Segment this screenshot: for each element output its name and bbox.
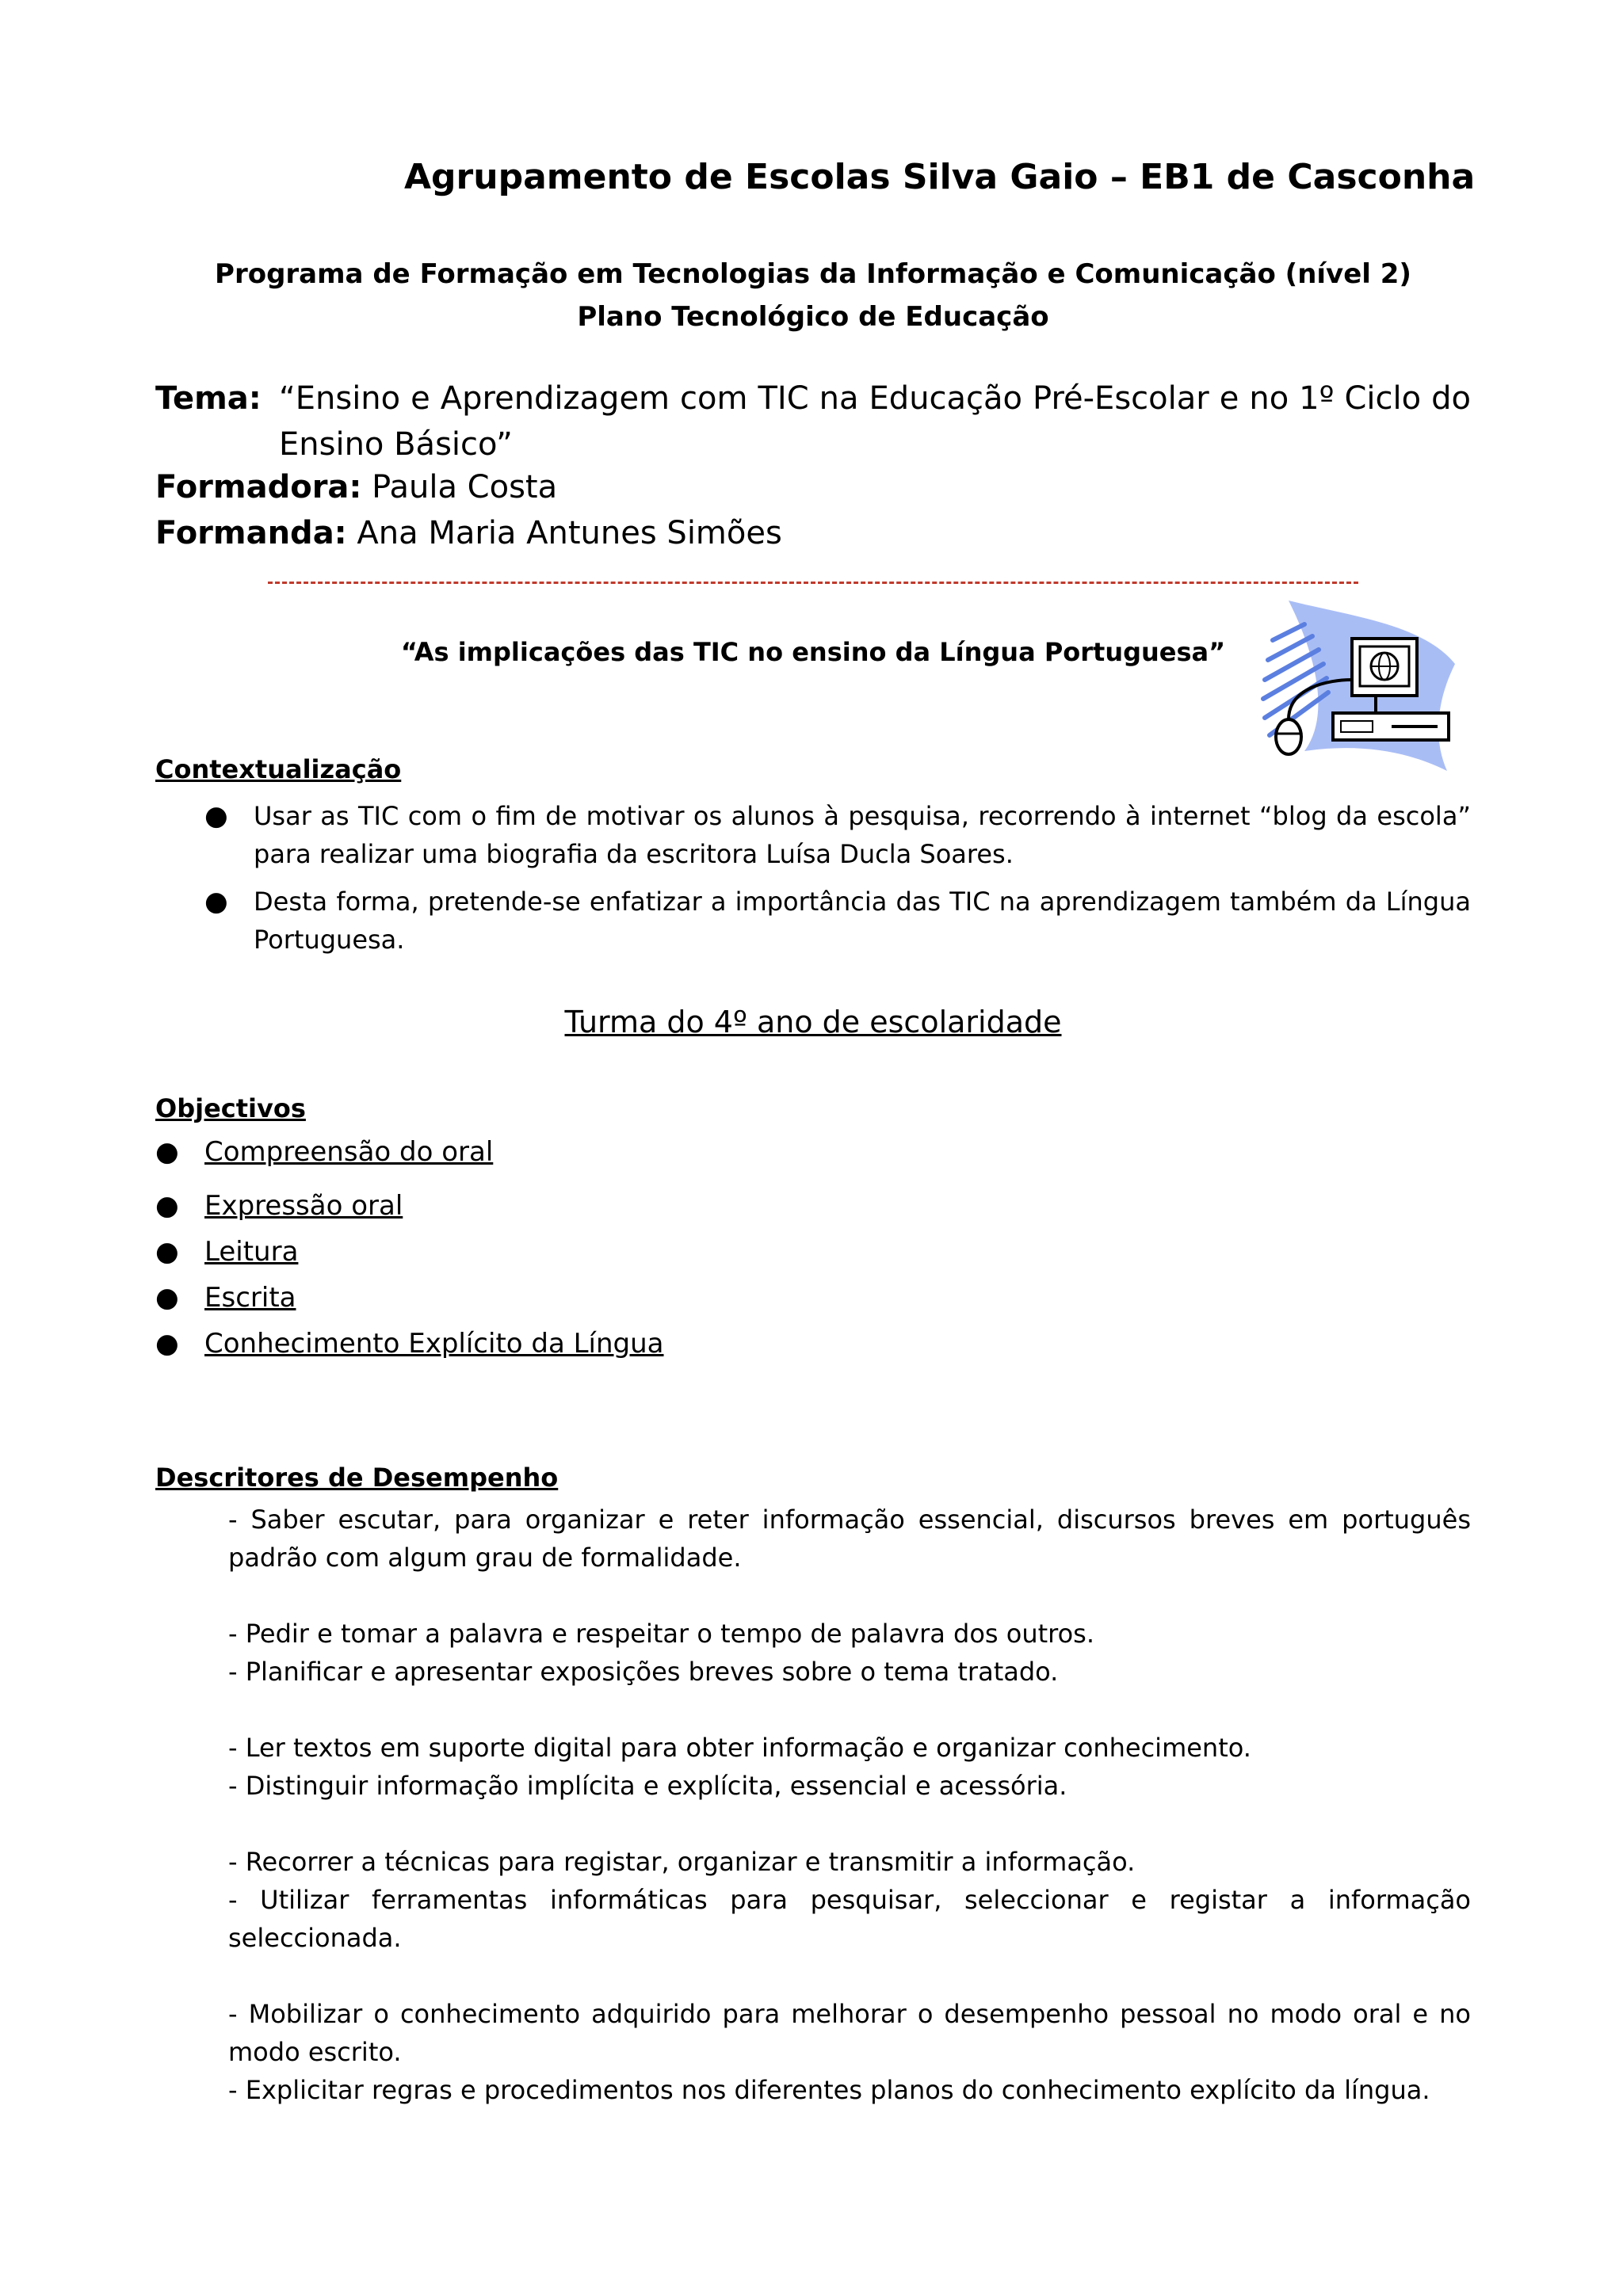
tema-block bbox=[155, 376, 1471, 467]
contextualizacao-list bbox=[204, 797, 1471, 959]
descriptor-line: - Pedir e tomar a palavra e respeitar o tempo de palavra dos outros. bbox=[228, 1619, 1095, 1649]
spacer bbox=[228, 1577, 1471, 1615]
descriptor-line: - Saber escutar, para organizar e reter informação essencial, discursos breves em português padrão com algum grau de formalidade. bbox=[228, 1505, 1471, 1573]
contextualizacao-heading: Contextualização bbox=[155, 754, 402, 784]
plan-title: Plano Tecnológico de Educação bbox=[577, 301, 1049, 333]
program-title: Programa de Formação em Tecnologias da Informação e Comunicação (nível 2) bbox=[215, 258, 1411, 290]
descriptor-line: - Explicitar regras e procedimentos nos diferentes planos do conhecimento explícito da língua. bbox=[228, 2075, 1430, 2105]
list-item bbox=[155, 1236, 298, 1268]
bullet-icon: ● bbox=[204, 886, 228, 917]
formadora-line bbox=[155, 469, 557, 505]
bullet-icon: ● bbox=[204, 800, 228, 832]
spacer bbox=[228, 1805, 1471, 1843]
descriptor-line: - Utilizar ferramentas informáticas para pesquisar, seleccionar e registar a informação seleccionada. bbox=[228, 1885, 1471, 1953]
list-item bbox=[155, 1136, 493, 1168]
spacer bbox=[228, 1957, 1471, 1995]
dashed-divider bbox=[268, 582, 1358, 584]
list-item bbox=[204, 883, 1471, 959]
descriptor-line: - Planificar e apresentar exposições breves sobre o tema tratado. bbox=[228, 1657, 1059, 1687]
list-item-text: Compreensão do oral bbox=[204, 1136, 494, 1168]
tema-label: Tema: bbox=[155, 380, 262, 417]
list-item-text: Escrita bbox=[204, 1282, 296, 1314]
descritores-heading: Descritores de Desempenho bbox=[155, 1463, 559, 1493]
list-item bbox=[204, 797, 1471, 873]
bullet-icon: ● bbox=[155, 1236, 179, 1268]
formadora-value: Paula Costa bbox=[372, 469, 558, 505]
list-item bbox=[155, 1282, 296, 1314]
document-subtitle: “As implicações das TIC no ensino da Língua Portuguesa” bbox=[400, 637, 1226, 667]
objectivos-heading: Objectivos bbox=[155, 1093, 306, 1123]
list-item bbox=[155, 1190, 403, 1222]
bullet-icon: ● bbox=[155, 1136, 179, 1168]
bullet-icon: ● bbox=[155, 1190, 179, 1222]
formanda-line bbox=[155, 515, 782, 551]
list-item bbox=[155, 1328, 664, 1360]
formanda-label: Formanda: bbox=[155, 515, 347, 551]
list-item-text: Desta forma, pretende-se enfatizar a importância das TIC na aprendizagem também da Língua Portuguesa. bbox=[254, 887, 1471, 955]
list-item-text: Conhecimento Explícito da Língua bbox=[204, 1328, 664, 1360]
computer-icon bbox=[1257, 593, 1463, 776]
formadora-label: Formadora: bbox=[155, 469, 362, 505]
descriptor-line: - Mobilizar o conhecimento adquirido para melhorar o desempenho pessoal no modo oral e no modo escrito. bbox=[228, 1999, 1471, 2067]
descritores-list bbox=[228, 1501, 1471, 2109]
school-title: Agrupamento de Escolas Silva Gaio – EB1 de Casconha bbox=[404, 157, 1476, 197]
list-item-text: Usar as TIC com o fim de motivar os alunos à pesquisa, recorrendo à internet “blog da escola” para realizar uma biografia da escritora Luísa Ducla Soares. bbox=[254, 801, 1471, 869]
list-item-text: Leitura bbox=[204, 1236, 299, 1268]
descriptor-line: - Ler textos em suporte digital para obter informação e organizar conhecimento. bbox=[228, 1733, 1251, 1763]
formanda-value: Ana Maria Antunes Simões bbox=[357, 515, 782, 551]
tema-value: “Ensino e Aprendizagem com TIC na Educação Pré-Escolar e no 1º Ciclo do Ensino Básico” bbox=[279, 380, 1471, 463]
list-item-text: Expressão oral bbox=[204, 1190, 403, 1222]
bullet-icon: ● bbox=[155, 1328, 179, 1360]
descriptor-line: - Recorrer a técnicas para registar, organizar e transmitir a informação. bbox=[228, 1847, 1136, 1877]
bullet-icon: ● bbox=[155, 1282, 179, 1314]
spacer bbox=[228, 1691, 1471, 1729]
descriptor-line: - Distinguir informação implícita e explícita, essencial e acessória. bbox=[228, 1771, 1067, 1801]
class-title: Turma do 4º ano de escolaridade bbox=[564, 1005, 1062, 1039]
